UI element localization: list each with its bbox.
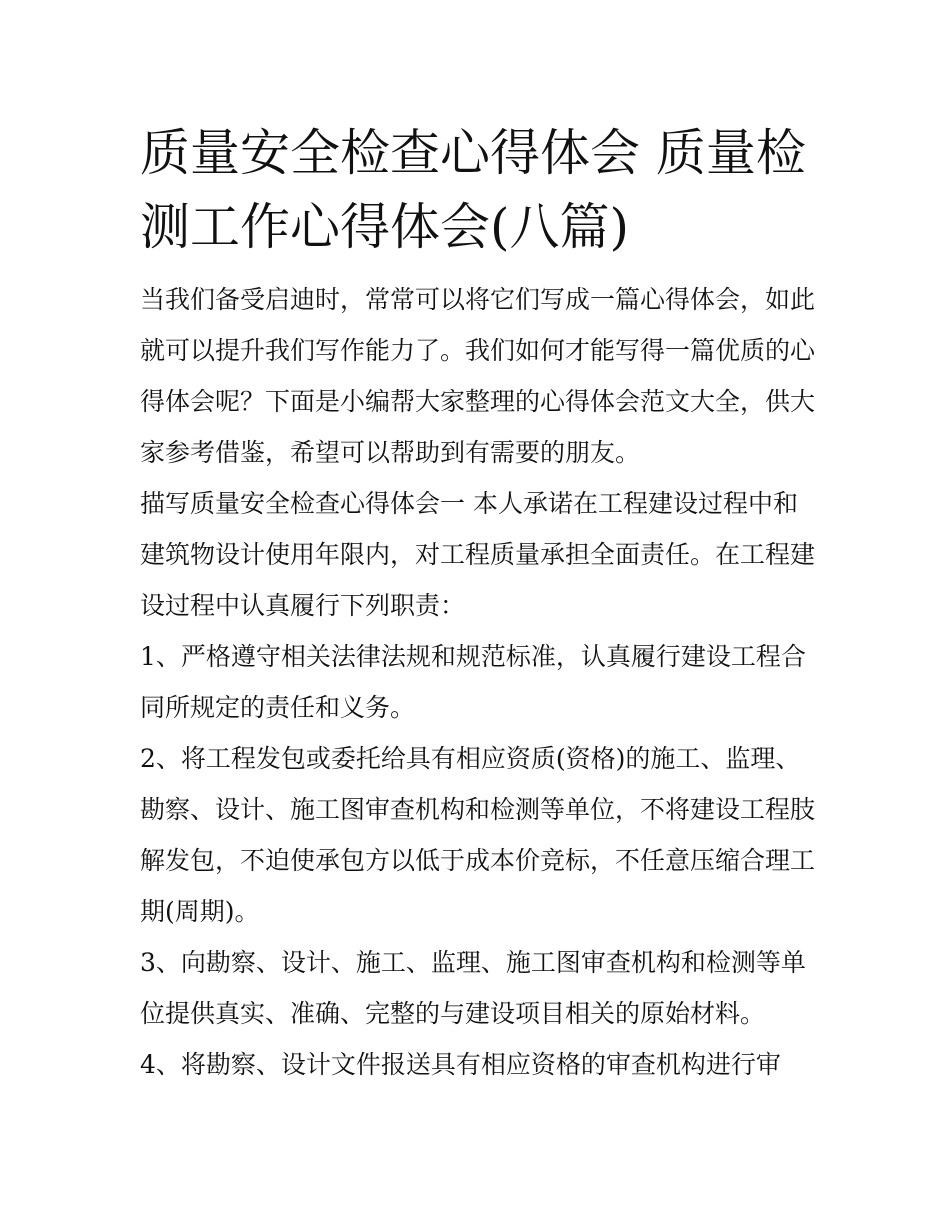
body-line: 同所规定的责任和义务。: [140, 693, 416, 722]
body-line: 建筑物设计使用年限内，对工程质量承担全面责任。在工程建: [140, 540, 816, 569]
body-line: 期(周期)。: [140, 897, 260, 926]
title-line-1: 质量安全检查心得体会 质量检: [140, 124, 806, 182]
title-line-2: 测工作心得体会(八篇): [140, 198, 630, 256]
body-line: 得体会呢？下面是小编帮大家整理的心得体会范文大全，供大: [140, 387, 816, 416]
body-line: 描写质量安全检查心得体会一 本人承诺在工程建设过程中和: [140, 489, 798, 518]
body-line: 就可以提升我们写作能力了。我们如何才能写得一篇优质的心: [140, 336, 816, 365]
body-line: 4、将勘察、设计文件报送具有相应资格的审查机构进行审: [140, 1050, 781, 1079]
body-line: 解发包，不迫使承包方以低于成本价竞标，不任意压缩合理工: [140, 846, 816, 875]
document-body: [140, 274, 830, 1090]
body-line: 设过程中认真履行下列职责：: [140, 591, 466, 620]
body-line: 3、向勘察、设计、施工、监理、施工图审查机构和检测等单: [140, 948, 806, 977]
body-line: 2、将工程发包或委托给具有相应资质(资格)的施工、监理、: [140, 744, 801, 773]
body-line: 当我们备受启迪时，常常可以将它们写成一篇心得体会，如此: [140, 285, 816, 314]
body-line: 勘察、设计、施工图审查机构和检测等单位，不将建设工程肢: [140, 795, 816, 824]
body-line: 位提供真实、准确、完整的与建设项目相关的原始材料。: [140, 999, 766, 1028]
body-line: 家参考借鉴，希望可以帮助到有需要的朋友。: [140, 438, 641, 467]
body-line: 1、严格遵守相关法律法规和规范标准，认真履行建设工程合: [140, 642, 806, 671]
document-title: [140, 116, 820, 264]
